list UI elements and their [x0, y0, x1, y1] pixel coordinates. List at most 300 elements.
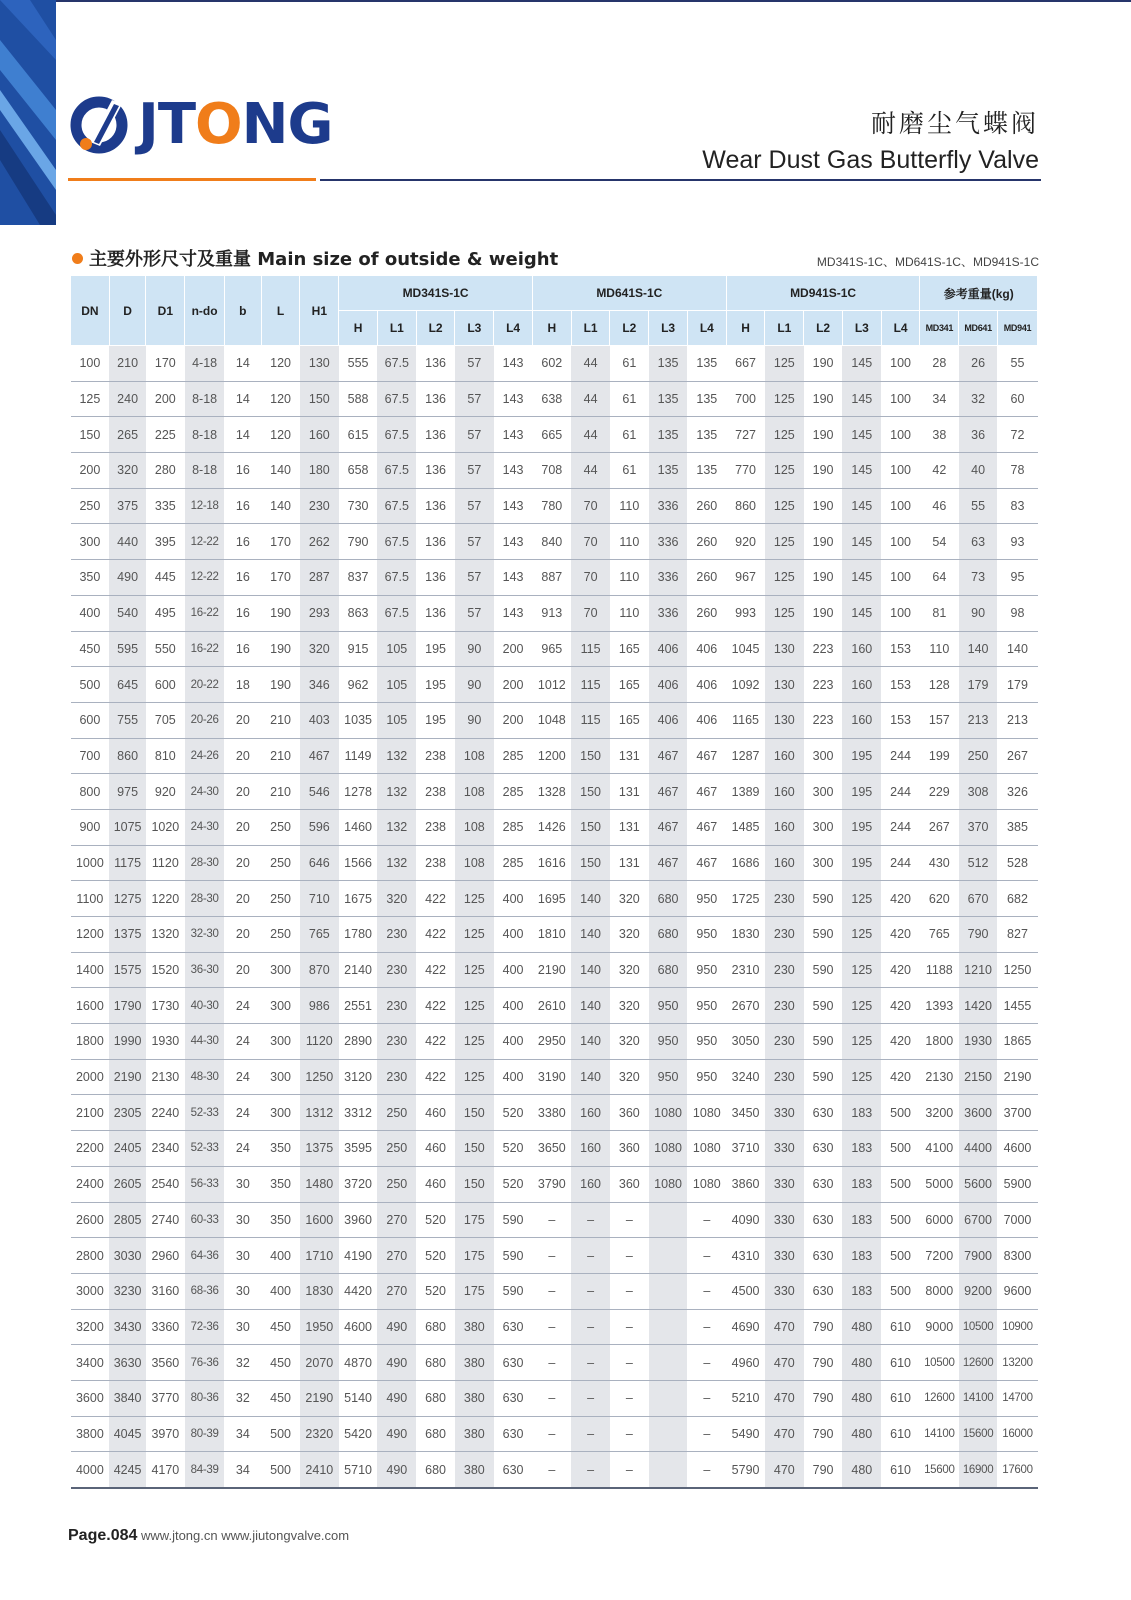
- table-cell: 610: [881, 1452, 920, 1488]
- table-cell: 150: [571, 774, 610, 810]
- table-cell: 26: [959, 346, 998, 382]
- table-cell: 5000: [920, 1166, 959, 1202]
- sub-header-l3: L3: [455, 311, 494, 346]
- table-row: [71, 560, 1038, 596]
- table-cell: 4400: [959, 1131, 998, 1167]
- table-cell: 60-33: [185, 1202, 225, 1238]
- table-cell: 190: [261, 631, 300, 667]
- table-cell: 1930: [146, 1024, 185, 1060]
- table-cell: 380: [455, 1452, 494, 1488]
- table-row: [71, 453, 1038, 489]
- table-row: [71, 988, 1038, 1024]
- table-cell: 3400: [71, 1345, 110, 1381]
- table-cell: 100: [881, 346, 920, 382]
- table-cell: 5710: [339, 1452, 378, 1488]
- table-cell: –: [687, 1345, 726, 1381]
- table-cell: 1865: [997, 1024, 1037, 1060]
- table-cell: 680: [649, 917, 688, 953]
- table-cell: 2740: [146, 1202, 185, 1238]
- table-cell: 57: [455, 346, 494, 382]
- table-row: [71, 738, 1038, 774]
- table-cell: 2130: [920, 1059, 959, 1095]
- table-cell: 17600: [997, 1452, 1037, 1488]
- table-cell: 680: [416, 1452, 455, 1488]
- table-cell: 887: [532, 560, 571, 596]
- table-cell: 136: [416, 453, 455, 489]
- table-cell: 490: [377, 1452, 416, 1488]
- table-cell: 28-30: [185, 845, 225, 881]
- table-cell: 790: [804, 1416, 843, 1452]
- table-cell: –: [571, 1416, 610, 1452]
- table-cell: –: [610, 1202, 649, 1238]
- table-cell: 200: [71, 453, 110, 489]
- table-cell: 1220: [146, 881, 185, 917]
- table-cell: 32: [224, 1345, 261, 1381]
- table-cell: 667: [726, 346, 765, 382]
- table-cell: 596: [300, 809, 339, 845]
- table-cell: 48-30: [185, 1059, 225, 1095]
- table-cell: 680: [416, 1309, 455, 1345]
- table-cell: 8-18: [185, 381, 225, 417]
- table-cell: 20-22: [185, 667, 225, 703]
- table-cell: 115: [571, 667, 610, 703]
- table-cell: 380: [455, 1416, 494, 1452]
- sub-header-h: H: [339, 311, 378, 346]
- table-cell: 1250: [300, 1059, 339, 1095]
- table-cell: 630: [494, 1416, 533, 1452]
- table-cell: 790: [339, 524, 378, 560]
- table-cell: 57: [455, 524, 494, 560]
- table-cell: 145: [842, 453, 881, 489]
- table-cell: 5600: [959, 1166, 998, 1202]
- table-cell: 195: [842, 809, 881, 845]
- table-cell: 55: [959, 488, 998, 524]
- table-cell: 2320: [300, 1416, 339, 1452]
- table-cell: –: [687, 1452, 726, 1488]
- table-cell: 445: [146, 560, 185, 596]
- table-cell: 790: [804, 1309, 843, 1345]
- table-cell: 2305: [109, 1095, 146, 1131]
- table-cell: 110: [610, 524, 649, 560]
- table-row: [71, 952, 1038, 988]
- table-cell: 136: [416, 524, 455, 560]
- table-cell: 330: [765, 1273, 804, 1309]
- col-header-d: D: [109, 276, 146, 346]
- table-cell: 300: [804, 845, 843, 881]
- table-cell: –: [571, 1309, 610, 1345]
- table-cell: 480: [842, 1309, 881, 1345]
- table-row: [71, 524, 1038, 560]
- table-cell: 100: [881, 453, 920, 489]
- table-cell: 1035: [339, 702, 378, 738]
- sub-header-weight-md941: MD941: [997, 311, 1037, 346]
- table-cell: 400: [494, 988, 533, 1024]
- table-cell: 2950: [532, 1024, 571, 1060]
- table-cell: 24-30: [185, 774, 225, 810]
- table-cell: 61: [610, 453, 649, 489]
- table-cell: 467: [687, 738, 726, 774]
- table-cell: 520: [494, 1166, 533, 1202]
- table-cell: 1485: [726, 809, 765, 845]
- table-cell: 70: [571, 560, 610, 596]
- table-cell: 213: [959, 702, 998, 738]
- table-cell: 160: [765, 774, 804, 810]
- table-cell: 680: [649, 952, 688, 988]
- table-cell: 950: [687, 917, 726, 953]
- table-cell: 1175: [109, 845, 146, 881]
- table-cell: 12600: [920, 1380, 959, 1416]
- table-cell: 320: [610, 917, 649, 953]
- table-cell: 320: [377, 881, 416, 917]
- table-cell: 183: [842, 1131, 881, 1167]
- table-cell: 680: [416, 1416, 455, 1452]
- table-cell: 1320: [146, 917, 185, 953]
- table-cell: 4245: [109, 1452, 146, 1488]
- table-cell: –: [532, 1238, 571, 1274]
- table-row: [71, 417, 1038, 453]
- table-cell: 145: [842, 488, 881, 524]
- table-cell: 1426: [532, 809, 571, 845]
- table-cell: 160: [765, 809, 804, 845]
- table-cell: 630: [804, 1095, 843, 1131]
- table-cell: 10500: [920, 1345, 959, 1381]
- table-cell: 8000: [920, 1273, 959, 1309]
- table-cell: 68-36: [185, 1273, 225, 1309]
- table-cell: 470: [765, 1309, 804, 1345]
- table-cell: 330: [765, 1202, 804, 1238]
- table-row: [71, 381, 1038, 417]
- table-cell: 350: [261, 1166, 300, 1202]
- table-cell: 190: [804, 381, 843, 417]
- sub-header-l2: L2: [804, 311, 843, 346]
- table-cell: [649, 1380, 688, 1416]
- table-cell: 5140: [339, 1380, 378, 1416]
- table-cell: 190: [804, 453, 843, 489]
- table-cell: 420: [881, 1059, 920, 1095]
- table-cell: 67.5: [377, 381, 416, 417]
- table-cell: 140: [959, 631, 998, 667]
- table-cell: 755: [109, 702, 146, 738]
- table-cell: 10900: [997, 1309, 1037, 1345]
- table-cell: 6700: [959, 1202, 998, 1238]
- table-cell: 293: [300, 595, 339, 631]
- table-cell: 520: [494, 1095, 533, 1131]
- table-cell: 4310: [726, 1238, 765, 1274]
- table-cell: 400: [261, 1273, 300, 1309]
- table-cell: 12-22: [185, 524, 225, 560]
- table-cell: 2130: [146, 1059, 185, 1095]
- table-cell: 150: [300, 381, 339, 417]
- table-row: [71, 1166, 1038, 1202]
- table-cell: 28: [920, 346, 959, 382]
- table-cell: 1725: [726, 881, 765, 917]
- table-cell: 145: [842, 595, 881, 631]
- table-cell: 430: [920, 845, 959, 881]
- table-cell: 3770: [146, 1380, 185, 1416]
- table-cell: 590: [804, 1059, 843, 1095]
- table-cell: 14: [224, 346, 261, 382]
- table-cell: 160: [842, 667, 881, 703]
- table-cell: 326: [997, 774, 1037, 810]
- table-cell: 765: [300, 917, 339, 953]
- table-cell: 1480: [300, 1166, 339, 1202]
- table-cell: 590: [804, 952, 843, 988]
- table-cell: 467: [687, 845, 726, 881]
- table-cell: 3380: [532, 1095, 571, 1131]
- table-cell: 420: [881, 881, 920, 917]
- table-cell: 230: [377, 917, 416, 953]
- table-cell: 375: [109, 488, 146, 524]
- table-cell: 135: [687, 346, 726, 382]
- table-cell: 140: [571, 988, 610, 1024]
- table-cell: 727: [726, 417, 765, 453]
- sub-header-l3: L3: [649, 311, 688, 346]
- table-cell: 57: [455, 488, 494, 524]
- table-cell: 9200: [959, 1273, 998, 1309]
- table-cell: [649, 1345, 688, 1381]
- table-cell: 3800: [71, 1416, 110, 1452]
- table-cell: 500: [881, 1202, 920, 1238]
- table-cell: 950: [649, 1024, 688, 1060]
- table-cell: 550: [146, 631, 185, 667]
- table-cell: 210: [261, 774, 300, 810]
- table-cell: 67.5: [377, 595, 416, 631]
- table-cell: 520: [416, 1238, 455, 1274]
- table-cell: 300: [261, 1059, 300, 1095]
- table-cell: 213: [997, 702, 1037, 738]
- table-cell: 67.5: [377, 560, 416, 596]
- table-cell: 470: [765, 1416, 804, 1452]
- table-cell: –: [687, 1273, 726, 1309]
- table-cell: 160: [571, 1131, 610, 1167]
- table-cell: 2240: [146, 1095, 185, 1131]
- table-cell: 2410: [300, 1452, 339, 1488]
- table-cell: 64-36: [185, 1238, 225, 1274]
- table-cell: 467: [687, 809, 726, 845]
- table-cell: 3720: [339, 1166, 378, 1202]
- table-cell: 630: [494, 1309, 533, 1345]
- table-cell: 136: [416, 560, 455, 596]
- table-cell: 230: [377, 988, 416, 1024]
- table-cell: 131: [610, 845, 649, 881]
- table-cell: 90: [455, 631, 494, 667]
- table-cell: 57: [455, 595, 494, 631]
- table-cell: 145: [842, 524, 881, 560]
- table-cell: 7200: [920, 1238, 959, 1274]
- table-cell: 1455: [997, 988, 1037, 1024]
- table-cell: 195: [842, 774, 881, 810]
- table-cell: 130: [765, 667, 804, 703]
- table-cell: 630: [494, 1345, 533, 1381]
- table-cell: 223: [804, 631, 843, 667]
- table-cell: 145: [842, 560, 881, 596]
- table-cell: 1020: [146, 809, 185, 845]
- table-cell: 400: [494, 881, 533, 917]
- table-cell: 34: [224, 1452, 261, 1488]
- table-cell: 165: [610, 702, 649, 738]
- sub-header-l4: L4: [881, 311, 920, 346]
- table-cell: 460: [416, 1095, 455, 1131]
- sub-header-l3: L3: [842, 311, 881, 346]
- table-cell: 350: [261, 1202, 300, 1238]
- table-cell: 9600: [997, 1273, 1037, 1309]
- table-cell: 422: [416, 952, 455, 988]
- table-cell: 406: [649, 631, 688, 667]
- table-cell: 630: [804, 1273, 843, 1309]
- table-cell: 131: [610, 774, 649, 810]
- table-cell: 406: [687, 702, 726, 738]
- table-cell: 125: [842, 1024, 881, 1060]
- table-cell: 160: [842, 702, 881, 738]
- table-cell: 330: [765, 1166, 804, 1202]
- table-cell: 244: [881, 809, 920, 845]
- table-cell: 1695: [532, 881, 571, 917]
- table-cell: 790: [804, 1452, 843, 1488]
- table-cell: 520: [416, 1202, 455, 1238]
- table-cell: 5420: [339, 1416, 378, 1452]
- model-list: MD341S-1C、MD641S-1C、MD941S-1C: [816, 255, 1039, 269]
- table-cell: 500: [881, 1166, 920, 1202]
- table-cell: 20: [224, 845, 261, 881]
- table-cell: 125: [455, 881, 494, 917]
- table-cell: 150: [571, 845, 610, 881]
- table-cell: 16: [224, 524, 261, 560]
- table-cell: 90: [455, 702, 494, 738]
- table-cell: 12-22: [185, 560, 225, 596]
- table-cell: 3190: [532, 1059, 571, 1095]
- table-cell: 160: [765, 738, 804, 774]
- table-cell: 480: [842, 1452, 881, 1488]
- table-cell: 135: [649, 417, 688, 453]
- table-cell: 610: [881, 1345, 920, 1381]
- table-cell: –: [532, 1452, 571, 1488]
- table-cell: 190: [804, 417, 843, 453]
- group-header-md941: MD941S-1C: [726, 276, 920, 311]
- table-cell: –: [532, 1309, 571, 1345]
- table-cell: –: [610, 1416, 649, 1452]
- table-cell: 14: [224, 381, 261, 417]
- table-cell: 44: [571, 381, 610, 417]
- table-cell: 115: [571, 631, 610, 667]
- table-cell: 2190: [109, 1059, 146, 1095]
- table-cell: 190: [804, 524, 843, 560]
- table-row: [71, 809, 1038, 845]
- table-cell: 238: [416, 738, 455, 774]
- table-cell: 400: [494, 1059, 533, 1095]
- table-cell: 700: [71, 738, 110, 774]
- table-cell: 810: [146, 738, 185, 774]
- table-cell: 3200: [71, 1309, 110, 1345]
- table-cell: 600: [146, 667, 185, 703]
- table-cell: 32: [224, 1380, 261, 1416]
- table-cell: 20-26: [185, 702, 225, 738]
- table-cell: 267: [997, 738, 1037, 774]
- col-header-d1: D1: [146, 276, 185, 346]
- table-cell: 36: [959, 417, 998, 453]
- table-cell: 57: [455, 381, 494, 417]
- table-cell: 238: [416, 774, 455, 810]
- table-cell: 1830: [726, 917, 765, 953]
- table-cell: 1566: [339, 845, 378, 881]
- table-cell: 244: [881, 845, 920, 881]
- table-cell: 900: [71, 809, 110, 845]
- table-cell: 350: [71, 560, 110, 596]
- table-cell: 670: [959, 881, 998, 917]
- table-cell: 190: [261, 595, 300, 631]
- table-cell: 950: [687, 988, 726, 1024]
- table-cell: 30: [224, 1202, 261, 1238]
- sub-header-l1: L1: [571, 311, 610, 346]
- header-rule-navy: [320, 179, 1041, 181]
- table-cell: 1100: [71, 881, 110, 917]
- table-cell: 1710: [300, 1238, 339, 1274]
- table-cell: 705: [146, 702, 185, 738]
- sub-header-l4: L4: [494, 311, 533, 346]
- table-cell: 175: [455, 1202, 494, 1238]
- page-number: Page.084: [68, 1527, 138, 1544]
- table-cell: 450: [261, 1380, 300, 1416]
- table-cell: 150: [571, 809, 610, 845]
- table-cell: 300: [261, 952, 300, 988]
- table-cell: 30: [224, 1166, 261, 1202]
- table-cell: 143: [494, 453, 533, 489]
- table-cell: 2190: [532, 952, 571, 988]
- table-cell: 4690: [726, 1309, 765, 1345]
- table-cell: 610: [881, 1309, 920, 1345]
- table-cell: 2400: [71, 1166, 110, 1202]
- table-cell: 210: [261, 738, 300, 774]
- table-cell: 40: [959, 453, 998, 489]
- table-cell: 131: [610, 809, 649, 845]
- table-cell: 132: [377, 774, 416, 810]
- table-cell: 183: [842, 1273, 881, 1309]
- table-cell: 837: [339, 560, 378, 596]
- table-cell: 490: [377, 1380, 416, 1416]
- table-cell: 157: [920, 702, 959, 738]
- col-header-n-do: n-do: [185, 276, 225, 346]
- table-cell: 320: [610, 1024, 649, 1060]
- table-cell: 42: [920, 453, 959, 489]
- table-cell: 160: [300, 417, 339, 453]
- table-cell: 136: [416, 417, 455, 453]
- table-row: [71, 667, 1038, 703]
- table-cell: 615: [339, 417, 378, 453]
- table-cell: 250: [377, 1166, 416, 1202]
- table-cell: 950: [687, 952, 726, 988]
- table-cell: 20: [224, 809, 261, 845]
- table-cell: 125: [765, 346, 804, 382]
- table-cell: 20: [224, 774, 261, 810]
- table-cell: 90: [455, 667, 494, 703]
- group-header-weight: 参考重量(kg): [920, 276, 1038, 311]
- table-cell: 1800: [920, 1024, 959, 1060]
- table-cell: 3600: [959, 1095, 998, 1131]
- table-cell: 320: [610, 988, 649, 1024]
- table-cell: 110: [610, 595, 649, 631]
- table-cell: 57: [455, 453, 494, 489]
- table-cell: 143: [494, 417, 533, 453]
- table-cell: 140: [261, 488, 300, 524]
- table-cell: 145: [842, 417, 881, 453]
- table-cell: 630: [804, 1131, 843, 1167]
- table-cell: 72-36: [185, 1309, 225, 1345]
- table-cell: 9000: [920, 1309, 959, 1345]
- table-cell: 790: [804, 1380, 843, 1416]
- table-cell: 790: [959, 917, 998, 953]
- table-cell: 100: [881, 524, 920, 560]
- table-row: [71, 1095, 1038, 1131]
- table-cell: 52-33: [185, 1095, 225, 1131]
